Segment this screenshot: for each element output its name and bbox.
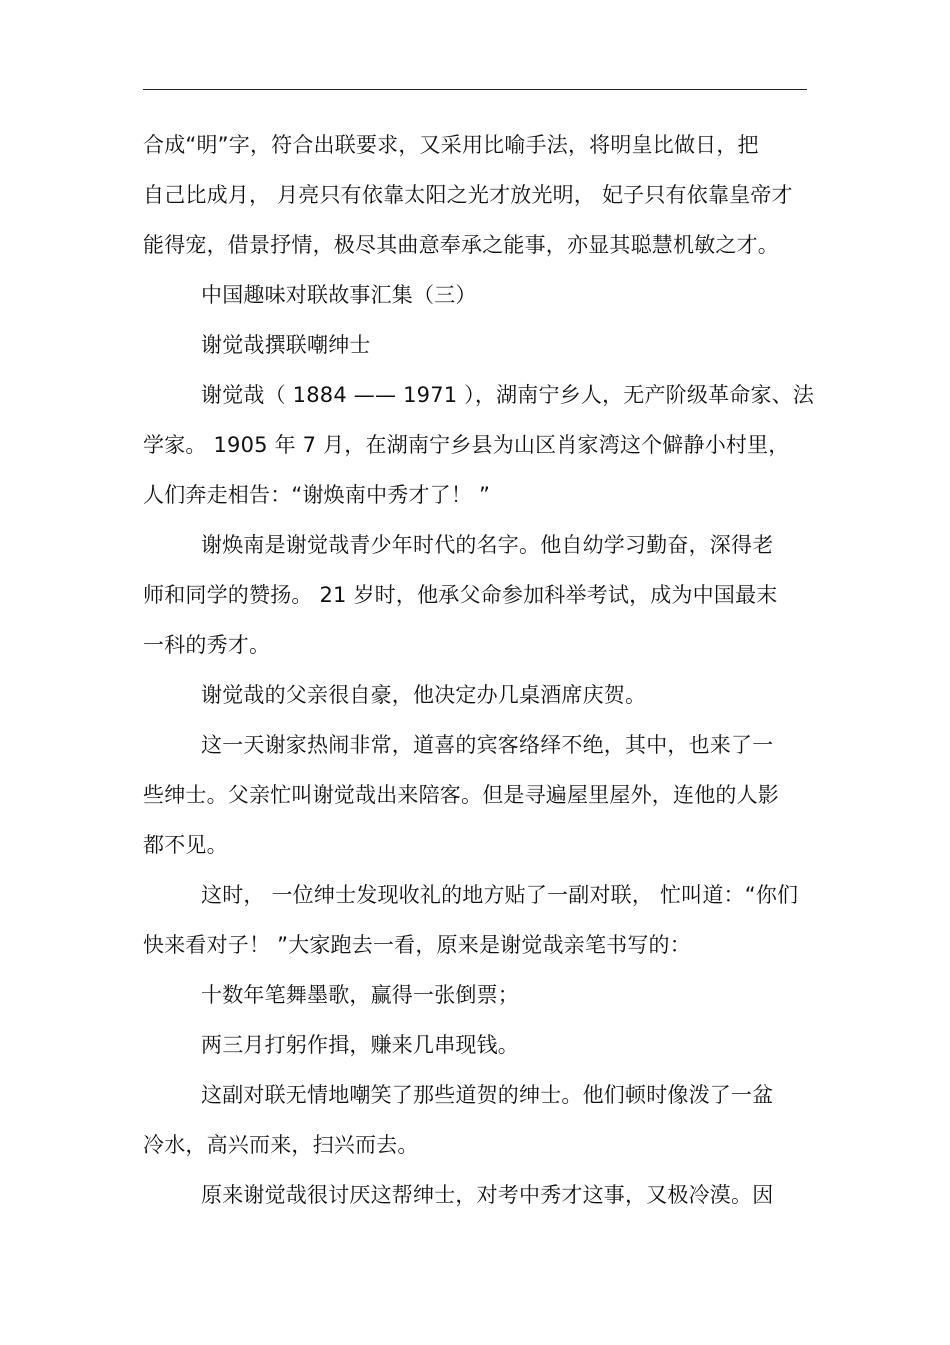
- couplet-line-second: 两三月打躬作揖，赚来几串现钱。: [201, 1033, 519, 1057]
- text-line: 都不见。: [143, 833, 228, 857]
- text-line: 冷水，高兴而来，扫兴而去。: [143, 1133, 419, 1157]
- text-line: 快来看对子！ ”大家跑去一看，原来是谢觉哉亲笔书写的：: [143, 933, 691, 957]
- story-title: 谢觉哉撰联嘲绅士: [201, 333, 371, 357]
- text-line: 这副对联无情地嘲笑了那些道贺的绅士。他们顿时像泼了一盆: [201, 1083, 774, 1107]
- couplet-line-first: 十数年笔舞墨歌，赢得一张倒票；: [201, 983, 519, 1007]
- text-line: 师和同学的赞扬。 21 岁时，他承父命参加科举考试，成为中国最末: [143, 583, 778, 607]
- text-line: 谢觉哉的父亲很自豪，他决定办几桌酒席庆贺。: [201, 683, 647, 707]
- text-line: 原来谢觉哉很讨厌这帮绅士，对考中秀才这事，又极冷漠。因: [201, 1183, 774, 1207]
- text-line: 谢焕南是谢觉哉青少年时代的名字。他自幼学习勤奋，深得老: [201, 533, 774, 557]
- text-line: 学家。 1905 年 7 月，在湖南宁乡县为山区肖家湾这个僻静小村里，: [143, 433, 790, 457]
- text-line: 些绅士。父亲忙叫谢觉哉出来陪客。但是寻遍屋里屋外，连他的人影: [143, 783, 779, 807]
- text-line: 合成“明”字，符合出联要求，又采用比喻手法，将明皇比做日，把: [143, 133, 759, 157]
- text-line: 一科的秀才。: [143, 633, 271, 657]
- section-title: 中国趣味对联故事汇集（三）: [201, 283, 477, 307]
- header-rule: [143, 89, 807, 90]
- text-line: 这一天谢家热闹非常，道喜的宾客络绎不绝，其中，也来了一: [201, 733, 774, 757]
- text-line: 谢觉哉（ 1884 —— 1971 ），湖南宁乡人，无产阶级革命家、法: [201, 383, 815, 407]
- text-line: 人们奔走相告：“谢焕南中秀才了！ ”: [143, 483, 491, 507]
- text-line: 这时， 一位绅士发现收礼的地方贴了一副对联， 忙叫道：“你们: [201, 883, 799, 907]
- text-line: 能得宠，借景抒情，极尽其曲意奉承之能事，亦显其聪慧机敏之才。: [143, 233, 779, 257]
- text-line: 自己比成月， 月亮只有依靠太阳之光才放光明， 妃子只有依靠皇帝才: [143, 183, 793, 207]
